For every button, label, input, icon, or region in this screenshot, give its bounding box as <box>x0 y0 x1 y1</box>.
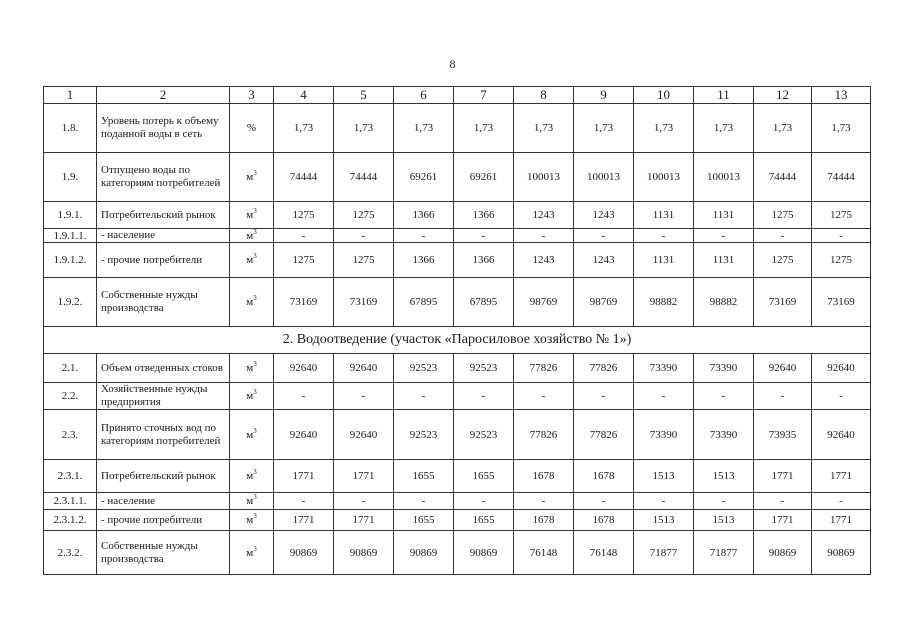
unit-text: % <box>246 122 257 134</box>
table-row <box>44 383 871 410</box>
unit-text: м <box>246 209 254 221</box>
value-cell: 98882 <box>694 278 754 327</box>
value-cell: 1,73 <box>454 104 514 153</box>
value-cell: 1678 <box>514 460 574 493</box>
row-code: 1.9.1. <box>44 202 97 229</box>
value-cell: 92523 <box>394 354 454 383</box>
value-cell: 1771 <box>274 460 334 493</box>
value-cell: 1,73 <box>574 104 634 153</box>
row-code: 2.1. <box>44 354 97 383</box>
value-cell: - <box>634 383 694 410</box>
unit-superscript: 3 <box>253 252 257 260</box>
row-code: 2.2. <box>44 383 97 410</box>
value-cell: 77826 <box>514 410 574 460</box>
value-cell: 73390 <box>634 354 694 383</box>
table-row <box>44 153 871 202</box>
unit-superscript: 3 <box>253 468 257 476</box>
row-code: 1.9.1.2. <box>44 243 97 278</box>
value-cell: 1131 <box>634 243 694 278</box>
row-code: 2.3.2. <box>44 531 97 575</box>
header-cell: 8 <box>514 87 574 104</box>
value-cell: 1,73 <box>274 104 334 153</box>
table-row <box>44 229 871 243</box>
row-name: Уровень потерь к объему поданной воды в сеть <box>97 104 230 153</box>
unit-superscript: 3 <box>253 360 257 368</box>
table-row <box>44 278 871 327</box>
row-name: - население <box>97 493 230 510</box>
row-unit <box>230 383 274 410</box>
value-cell: - <box>812 383 871 410</box>
unit-text: м <box>246 362 254 374</box>
value-cell: 100013 <box>634 153 694 202</box>
value-cell: 73169 <box>754 278 812 327</box>
row-unit <box>230 531 274 575</box>
value-cell: - <box>574 493 634 510</box>
value-cell: 92640 <box>274 354 334 383</box>
unit-superscript: 3 <box>253 169 257 177</box>
row-name: Объем отведенных стоков <box>97 354 230 383</box>
value-cell: 1,73 <box>634 104 694 153</box>
value-cell: 90869 <box>454 531 514 575</box>
value-cell: 1,73 <box>334 104 394 153</box>
value-cell: 74444 <box>334 153 394 202</box>
value-cell: 1131 <box>694 202 754 229</box>
value-cell: 1771 <box>334 460 394 493</box>
header-row <box>44 87 871 104</box>
value-cell: - <box>694 493 754 510</box>
value-cell: - <box>274 229 334 243</box>
row-code: 2.3.1.1. <box>44 493 97 510</box>
row-unit <box>230 278 274 327</box>
value-cell: 73390 <box>694 354 754 383</box>
row-code: 1.9.1.1. <box>44 229 97 243</box>
value-cell: 1243 <box>574 202 634 229</box>
value-cell: - <box>514 383 574 410</box>
unit-text: м <box>246 428 254 441</box>
value-cell: 1513 <box>634 460 694 493</box>
value-cell: - <box>574 229 634 243</box>
value-cell: 1243 <box>514 202 574 229</box>
value-cell: 92640 <box>334 410 394 460</box>
value-cell: 76148 <box>574 531 634 575</box>
table-row <box>44 410 871 460</box>
row-name: Потребительский рынок <box>97 460 230 493</box>
table-row <box>44 104 871 153</box>
row-code: 2.3.1. <box>44 460 97 493</box>
value-cell: 1771 <box>274 510 334 531</box>
unit-text: м <box>246 470 254 482</box>
table-body <box>44 87 871 575</box>
row-unit <box>230 243 274 278</box>
value-cell: 77826 <box>574 354 634 383</box>
value-cell: 71877 <box>694 531 754 575</box>
value-cell: - <box>334 493 394 510</box>
value-cell: - <box>454 229 514 243</box>
row-name: Отпущено воды по категориям потребителей <box>97 153 230 202</box>
value-cell: 67895 <box>394 278 454 327</box>
value-cell: - <box>754 383 812 410</box>
header-cell: 11 <box>694 87 754 104</box>
value-cell: 92640 <box>334 354 394 383</box>
value-cell: 1275 <box>812 202 871 229</box>
value-cell: - <box>754 493 812 510</box>
header-cell: 10 <box>634 87 694 104</box>
value-cell: - <box>334 229 394 243</box>
unit-superscript: 3 <box>253 294 257 302</box>
table-row <box>44 202 871 229</box>
value-cell: 1275 <box>754 202 812 229</box>
value-cell: 76148 <box>514 531 574 575</box>
value-cell: 1275 <box>334 243 394 278</box>
value-cell: 73169 <box>274 278 334 327</box>
row-unit <box>230 493 274 510</box>
row-code: 1.9. <box>44 153 97 202</box>
row-unit <box>230 460 274 493</box>
row-name: - прочие потребители <box>97 510 230 531</box>
value-cell: - <box>812 493 871 510</box>
value-cell: 90869 <box>274 531 334 575</box>
value-cell: 1275 <box>334 202 394 229</box>
row-name: Принято сточных вод по категориям потребителей <box>97 410 230 460</box>
value-cell: 1,73 <box>812 104 871 153</box>
header-cell: 4 <box>274 87 334 104</box>
value-cell: 1655 <box>454 510 514 531</box>
table-row <box>44 510 871 531</box>
unit-superscript: 3 <box>253 512 257 520</box>
value-cell: - <box>454 383 514 410</box>
row-code: 1.9.2. <box>44 278 97 327</box>
row-code: 2.3. <box>44 410 97 460</box>
unit-text: м <box>246 254 254 266</box>
value-cell: 92523 <box>454 410 514 460</box>
value-cell: 98769 <box>514 278 574 327</box>
value-cell: 1366 <box>394 202 454 229</box>
value-cell: 92640 <box>812 410 871 460</box>
unit-text: м <box>246 229 254 242</box>
row-name: Хозяйственные нужды предприятия <box>97 383 230 410</box>
table-row <box>44 493 871 510</box>
value-cell: 1366 <box>454 243 514 278</box>
value-cell: 98882 <box>634 278 694 327</box>
value-cell: 1771 <box>334 510 394 531</box>
value-cell: 1678 <box>574 510 634 531</box>
value-cell: 92640 <box>812 354 871 383</box>
value-cell: 1275 <box>274 243 334 278</box>
value-cell: - <box>754 229 812 243</box>
unit-text: м <box>246 296 254 308</box>
value-cell: 1678 <box>574 460 634 493</box>
row-name: - население <box>97 229 230 243</box>
table-row <box>44 243 871 278</box>
value-cell: 73390 <box>694 410 754 460</box>
value-cell: 100013 <box>694 153 754 202</box>
value-cell: - <box>274 383 334 410</box>
row-name: Собственные нужды производства <box>97 278 230 327</box>
value-cell: - <box>454 493 514 510</box>
value-cell: 90869 <box>812 531 871 575</box>
value-cell: - <box>334 383 394 410</box>
value-cell: - <box>274 493 334 510</box>
value-cell: - <box>514 229 574 243</box>
row-unit <box>230 410 274 460</box>
unit-text: м <box>246 390 254 402</box>
row-unit <box>230 510 274 531</box>
value-cell: 1771 <box>754 460 812 493</box>
row-name: Собственные нужды производства <box>97 531 230 575</box>
header-cell: 12 <box>754 87 812 104</box>
value-cell: 73390 <box>634 410 694 460</box>
value-cell: 1,73 <box>394 104 454 153</box>
row-unit <box>230 202 274 229</box>
row-unit <box>230 229 274 243</box>
unit-superscript: 3 <box>253 228 257 236</box>
value-cell: 1243 <box>574 243 634 278</box>
value-cell: 1,73 <box>514 104 574 153</box>
row-code: 2.3.1.2. <box>44 510 97 531</box>
row-unit <box>230 354 274 383</box>
header-cell: 5 <box>334 87 394 104</box>
value-cell: 1771 <box>754 510 812 531</box>
value-cell: 73935 <box>754 410 812 460</box>
value-cell: 92523 <box>394 410 454 460</box>
row-unit <box>230 153 274 202</box>
value-cell: 90869 <box>394 531 454 575</box>
value-cell: - <box>394 493 454 510</box>
unit-text: м <box>246 495 254 507</box>
value-cell: 100013 <box>574 153 634 202</box>
value-cell: 77826 <box>514 354 574 383</box>
unit-superscript: 3 <box>253 426 257 435</box>
row-code: 1.8. <box>44 104 97 153</box>
value-cell: 1,73 <box>694 104 754 153</box>
header-cell: 13 <box>812 87 871 104</box>
header-cell: 9 <box>574 87 634 104</box>
unit-superscript: 3 <box>253 388 257 396</box>
value-cell: 1655 <box>394 460 454 493</box>
value-cell: 71877 <box>634 531 694 575</box>
value-cell: 1243 <box>514 243 574 278</box>
value-cell: 1275 <box>812 243 871 278</box>
value-cell: 74444 <box>812 153 871 202</box>
unit-superscript: 3 <box>253 493 257 501</box>
row-unit <box>230 104 274 153</box>
row-name: Потребительский рынок <box>97 202 230 229</box>
value-cell: 1131 <box>694 243 754 278</box>
value-cell: - <box>394 383 454 410</box>
data-table <box>43 86 871 575</box>
value-cell: 100013 <box>514 153 574 202</box>
value-cell: 1771 <box>812 460 871 493</box>
value-cell: 90869 <box>334 531 394 575</box>
section-row <box>44 327 871 354</box>
value-cell: 92640 <box>274 410 334 460</box>
value-cell: 90869 <box>754 531 812 575</box>
value-cell: 1513 <box>694 510 754 531</box>
unit-text: м <box>246 546 254 559</box>
table-row <box>44 531 871 575</box>
value-cell: - <box>812 229 871 243</box>
value-cell: 1131 <box>634 202 694 229</box>
unit-superscript: 3 <box>253 544 257 553</box>
value-cell: 77826 <box>574 410 634 460</box>
value-cell: 74444 <box>754 153 812 202</box>
value-cell: 74444 <box>274 153 334 202</box>
value-cell: 1655 <box>394 510 454 531</box>
unit-text: м <box>246 171 254 183</box>
row-name: - прочие потребители <box>97 243 230 278</box>
value-cell: 1275 <box>274 202 334 229</box>
page-number: 8 <box>449 57 456 71</box>
value-cell: 67895 <box>454 278 514 327</box>
value-cell: 1678 <box>514 510 574 531</box>
value-cell: 92640 <box>754 354 812 383</box>
header-cell: 1 <box>44 87 97 104</box>
value-cell: 73169 <box>812 278 871 327</box>
value-cell: 92523 <box>454 354 514 383</box>
value-cell: 73169 <box>334 278 394 327</box>
value-cell: 98769 <box>574 278 634 327</box>
value-cell: 69261 <box>394 153 454 202</box>
value-cell: 1771 <box>812 510 871 531</box>
value-cell: - <box>634 229 694 243</box>
value-cell: 1513 <box>634 510 694 531</box>
unit-superscript: 3 <box>253 207 257 215</box>
header-cell: 6 <box>394 87 454 104</box>
header-cell: 2 <box>97 87 230 104</box>
value-cell: - <box>694 229 754 243</box>
value-cell: 1513 <box>694 460 754 493</box>
unit-text: м <box>246 514 254 526</box>
value-cell: 1655 <box>454 460 514 493</box>
value-cell: 1,73 <box>754 104 812 153</box>
value-cell: - <box>514 493 574 510</box>
value-cell: 69261 <box>454 153 514 202</box>
section-title: 2. Водоотведение (участок «Паросиловое хозяйство № 1») <box>44 327 871 354</box>
table-row <box>44 354 871 383</box>
value-cell: 1366 <box>454 202 514 229</box>
header-cell: 7 <box>454 87 514 104</box>
value-cell: - <box>394 229 454 243</box>
value-cell: 1366 <box>394 243 454 278</box>
value-cell: - <box>694 383 754 410</box>
header-cell: 3 <box>230 87 274 104</box>
value-cell: - <box>634 493 694 510</box>
value-cell: 1275 <box>754 243 812 278</box>
value-cell: - <box>574 383 634 410</box>
table-row <box>44 460 871 493</box>
